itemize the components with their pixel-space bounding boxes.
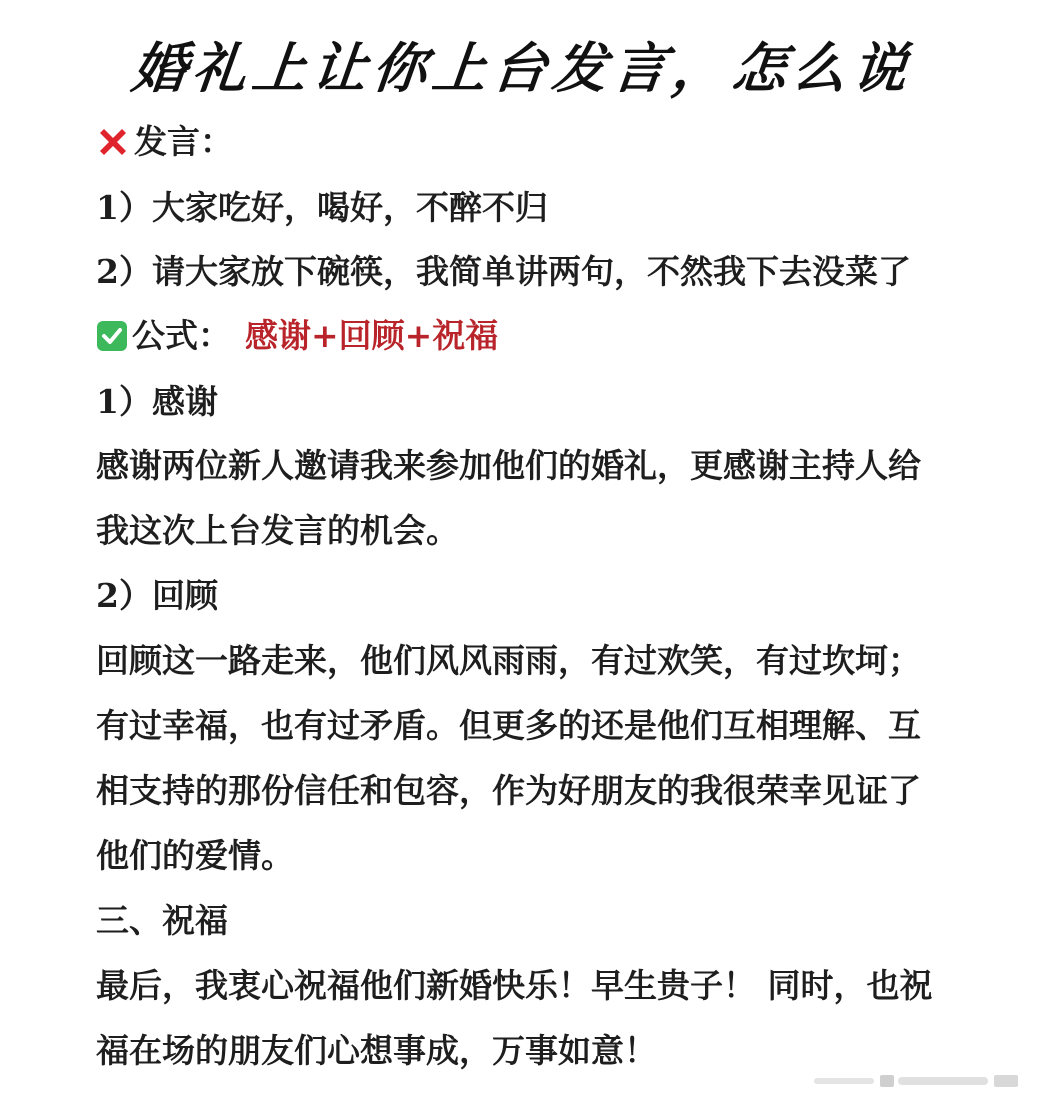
formula-heading [96,316,498,356]
wrong-example-1: 1）大家吃好，喝好，不醉不归 [96,188,548,227]
section-text-line: 回顾这一路走来，他们风风雨雨，有过欢笑，有过坎坷； [96,641,921,680]
section-text-line: 感谢两位新人邀请我来参加他们的婚礼，更感谢主持人给 [96,446,921,485]
section-heading-review: 2）回顾 [96,576,218,615]
formula-label: 公式： [132,316,231,355]
section-text-line: 相支持的那份信任和包容，作为好朋友的我很荣幸见证了 [96,771,921,810]
wrong-speech-heading [96,122,233,162]
section-text-line: 他们的爱情。 [96,836,294,875]
section-text-line: 最后，我衷心祝福他们新婚快乐！早生贵子！ 同时，也祝 [96,966,933,1005]
page-title: 婚礼上让你上台发言，怎么说 [129,37,916,100]
section-heading-thanks: 1）感谢 [96,382,218,421]
section-text-line: 有过幸福，也有过矛盾。但更多的还是他们互相理解、互 [96,706,921,745]
formula-value: 感谢+回顾+祝福 [245,316,499,355]
watermark-logo [814,1073,1024,1089]
wrong-example-2: 2）请大家放下碗筷，我简单讲两句，不然我下去没菜了 [96,252,911,291]
section-text-line: 福在场的朋友们心想事成，万事如意！ [96,1031,657,1070]
check-mark-icon [96,320,128,352]
section-heading-blessing: 三、祝福 [96,901,228,940]
section-text-line: 我这次上台发言的机会。 [96,511,459,550]
wrong-speech-label: 发言： [134,122,233,161]
cross-mark-icon [96,125,130,159]
